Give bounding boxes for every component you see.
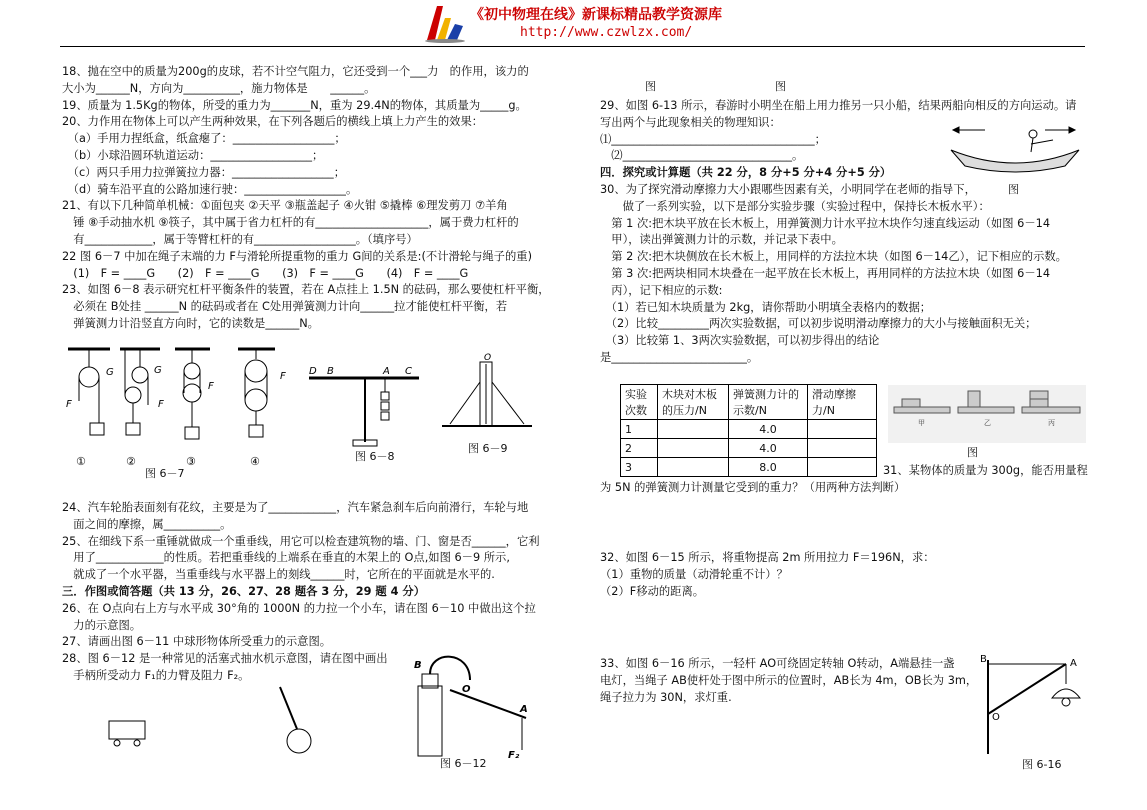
svg-text:F₂: F₂ [508,750,520,761]
pulley-label: ② [126,455,136,468]
text-line: 22 图 6－7 中加在绳子末端的力 F与滑轮所提重物的重力 G间的关系是:(不计滑轮与绳子的重) [62,249,532,263]
svg-text:A: A [1070,658,1077,669]
svg-text:O: O [992,712,1000,723]
text-line: 是________________________。 [600,350,759,364]
table-row: 1 4.0 [621,420,877,439]
text-line: 丙），记下相应的示数: [600,283,723,297]
text-line: 26、在 O点向右上方与水平成 30°角的 1000N 的力拉一个小车，请在图 6－10 中做出这个拉 [62,601,536,615]
text-line: 力的示意图。 [62,618,142,632]
caption-fig-6-16: 图 6-16 [1022,758,1062,771]
text-line: 21、有以下几种简单机械：①面包夹 ②天平 ③瓶盖起子 ④火钳 ⑤撬棒 ⑥理发剪刀 ⑦羊角 [62,199,508,213]
lamp-frame-figure [978,654,1088,758]
svg-text:乙: 乙 [984,419,991,427]
pulley-label: ③ [186,455,196,468]
text-line: 锤 ⑧手动抽水机 ⑨筷子，其中属于省力杠杆的有____________________，属于费力杠杆的 [62,216,519,230]
friction-table [620,384,877,477]
svg-text:A: A [383,366,390,377]
text-line: (1) F = ____G (2) F = ____G (3) F = ____G (4) F = ____G [62,266,469,280]
text-line: 弹簧测力计沿竖直方向时，它的读数是______N。 [62,316,319,330]
text-line: 第 3 次:把两块相同木块叠在一起平放在长木板上，再用同样的方法拉木块（如图 6－14 [600,266,1051,280]
text-line: ⑵______________________________。 [600,149,804,163]
svg-text:G: G [106,367,114,378]
text-line: （3）比较第 1、3两次实验数据，可以初步得出的结论 [600,334,880,348]
svg-text:D: D [309,366,317,377]
text-line: 有____________，属于等臂杠杆的有__________________。（填序号） [62,232,418,246]
site-logo-icon [423,2,467,44]
text-line: 20、力作用在物体上可以产生两种效果，在下列各题后的横线上填上力产生的效果： [62,115,484,129]
pulley-label: ① [76,455,86,468]
pump-figure [410,650,560,760]
table-header: 滑动摩擦力/N [808,385,877,420]
svg-text:甲: 甲 [918,419,925,427]
question-32: 32、如图 6－15 所示，将重物提高 2m 所用拉力 F＝196N，求： （1）重物的质量（动滑轮重不计）？ （2）F移动的距离。 [600,551,935,598]
text-line: 27、请画出图 6－11 中球形物体所受重力的示意图。 [62,635,332,649]
text-line: 28、图 6－12 是一种常见的活塞式抽水机示意图，请在图中画出 [62,652,388,666]
question-33: 33、如图 6－16 所示，一轻杆 AO可绕固定转轴 O转动，A端悬挂一盏 电灯，当绳子 AB使杆处于图中所示的位置时，AB长为 4m，OB长为 3m， 绳子拉力为 30N，求灯重. [600,657,978,704]
table-header: 弹簧测力计的示数/N [729,385,808,420]
caption-fig-top-2: 图 [775,80,786,93]
text-line: 25、在细线下系一重锤就做成一个重垂线，用它可以检查建筑物的墙、门、窗是否______，它利 [62,534,540,548]
caption-fig-6-8: 图 6－8 [355,450,395,463]
svg-text:B: B [980,654,987,665]
text-line: （1）若已知木块质量为 2kg，请你帮助小明填全表格内的数据； [600,300,932,314]
svg-text:A: A [520,704,528,715]
boat-figure [945,120,1085,180]
text-line: 18、抛在空中的质量为200g的皮球，若不计空气阻力，它还受到一个___力 的作用，该力的 [62,65,529,78]
table-header: 实验次数 [621,385,658,420]
text-line: （d）骑车沿平直的公路加速行驶：__________________。 [62,182,358,196]
text-line: 24、汽车轮胎表面刻有花纹，主要是为了____________，汽车紧急刹车后向前滑行，车轮与地 [62,501,529,514]
text-line: 甲），读出弹簧测力计的示数，并记录下表中。 [600,233,843,247]
text-line: 面之间的摩擦，属__________。 [62,517,232,531]
question-31-line-2: 为 5N 的弹簧测力计测量它受到的重力？（用两种方法判断） [600,481,906,494]
text-line: （c）两只手用力拉弹簧拉力器：__________________； [62,165,345,179]
figures-cart-ball-pump [105,685,445,775]
caption-fig-6-12: 图 6－12 [440,757,487,770]
svg-text:G: G [154,365,162,376]
text-line: 就成了一个水平器，当重垂线与水平器上的刻线______时，它所在的平面就是水平的. [62,568,495,582]
section-heading-3: 三．作图或简答题（共 13 分，26、27、28 题各 3 分，29 题 4 分） [62,584,426,598]
svg-text:F: F [280,371,286,382]
caption-fig-boat: 图 [1008,183,1019,196]
header-rule [60,46,1085,47]
text-line: 第 2 次:把木块侧放在长木板上，用同样的方法拉木块（如图 6－14乙），记下相应的示数。 [600,250,1067,264]
table-header: 木块对木板的压力/N [658,385,729,420]
text-line: （b）小球沿圆环轨道运动：__________________； [62,148,324,162]
svg-text:丙: 丙 [1048,419,1055,427]
text-line: 19、质量为 1.5Kg的物体，所受的重力为_______N，重为 29.4N的物体，其质量为_____g。 [62,98,527,112]
svg-text:B: B [414,660,422,671]
caption-fig-6-9: 图 6－9 [468,442,508,455]
svg-text:C: C [405,366,412,377]
lever-figure [305,362,425,452]
table-row: 3 8.0 [621,458,877,477]
text-line: 写出两个与此现象相关的物理知识： [600,115,781,129]
svg-text:O: O [462,684,471,695]
text-line: 手柄所受动力 F₁的力臂及阻力 F₂。 [62,668,250,682]
pulley-figure [60,345,290,480]
caption-fig-6-7: 图 6－7 [145,467,185,480]
section-heading-4: 四．探究或计算题（共 22 分，8 分+5 分+4 分+5 分） [600,166,892,180]
text-line: ⑴____________________________________； [600,132,826,146]
text-line: （a）手用力捏纸盒，纸盒瘪了：__________________； [62,132,346,146]
level-figure [432,352,542,442]
header-title: 《初中物理在线》新课标精品教学资源库 [470,7,722,23]
text-line: 大小为______N，方向为__________，施力物体是 ______。 [62,81,376,95]
caption-fig-blocks: 图 [967,446,978,459]
text-line: 23、如图 6－8 表示研究杠杆平衡条件的装置，若在 A点挂上 1.5N 的砝码，那么要使杠杆平衡， [62,283,550,297]
text-line: 必须在 B处挂 ______N 的砝码或者在 C处用弹簧测力计向______拉才能使杠杆平衡，若 [62,300,508,314]
text-line: 第 1 次:把木块平放在长木板上，用弹簧测力计水平拉木块作匀速直线运动（如图 6－14 [600,216,1051,230]
page-header [0,0,1147,46]
text-line: 29、如图 6-13 所示，春游时小明坐在船上用力推另一只小船，结果两船向相反的方向运动。请 [600,99,1077,112]
header-url[interactable]: http://www.czwlzx.com/ [520,25,693,40]
pulley-label: ④ [250,455,260,468]
svg-text:F: F [208,381,214,392]
svg-text:F: F [66,399,72,410]
blocks-figure [888,385,1086,443]
caption-fig-top-1: 图 [645,80,656,93]
question-31-line-1: 31、某物体的质量为 300g，能否用量程 [883,464,1088,477]
svg-text:O: O [484,353,492,363]
text-line: 用了____________的性质。若把重垂线的上端系在垂直的木架上的 O点,如图 6－9 所示, [62,551,510,565]
text-line: 做了一系列实验，以下是部分实验步骤（实验过程中，保持长木板水平）： [600,199,990,213]
text-line: 30、为了探究滑动摩擦力大小跟哪些因素有关，小明同学在老师的指导下， [600,182,976,196]
svg-text:F: F [158,399,164,410]
text-line: （2）比较_________两次实验数据，可以初步说明滑动摩擦力的大小与接触面积无关； [600,317,1037,331]
left-questions-18-23 [62,64,550,333]
svg-text:B: B [327,366,334,377]
table-row: 2 4.0 [621,439,877,458]
